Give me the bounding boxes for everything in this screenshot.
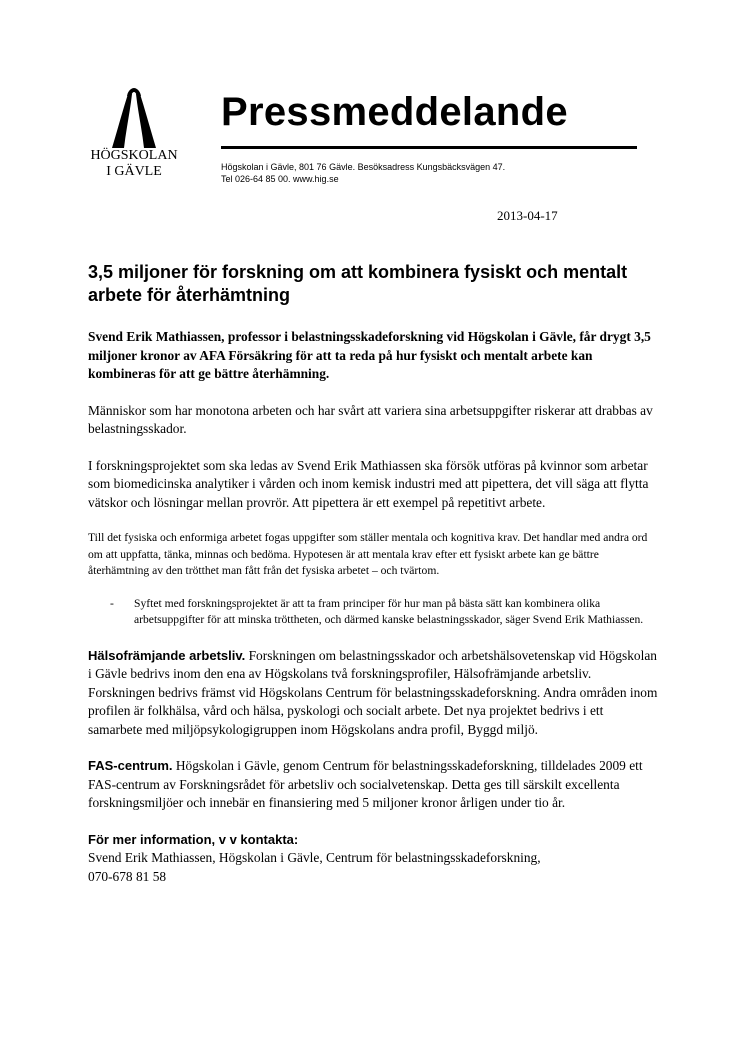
section-fas-lead: FAS-centrum. <box>88 758 173 773</box>
title-divider <box>221 146 637 149</box>
quote-list-item <box>88 596 660 629</box>
section-health-lead: Hälsofrämjande arbetsliv. <box>88 647 246 663</box>
paragraph-2: I forskningsprojektet som ska ledas av Svend Erik Mathiassen ska försök utföras på kvinnor som arbetar som biomedicinska analytiker i vården och inom kemisk industri med att pipettera, det vill säga att flytta vätskor och lösningar mellan provrör. Att pipettera är ett exempel på repetitivt arbete. <box>88 457 649 510</box>
section-health <box>88 647 660 740</box>
article-body <box>88 261 660 904</box>
logo-name-line2: I GÄVLE <box>106 164 162 179</box>
article-lead: Svend Erik Mathiassen, professor i belastningsskadeforskning vid Högskolan i Gävle, får drygt 3,5 miljoner kronor av AFA Försäkring för att ta reda på hur fysiskt och mentalt arbete kan kombineras för att ge bättre återhämning. <box>88 329 651 381</box>
university-logo <box>86 88 182 180</box>
section-fas <box>88 757 660 813</box>
contact-heading: För mer information, v v kontakta: <box>88 831 299 847</box>
paragraph-3: Till det fysiska och enformiga arbetet fogas uppgifter som ställer mentala och kognitiva krav. Det handlar med andra ord om att uppfatta, tänka, minnas och bedöma. Hypotesen är att mentala krav efter ett fysiskt arbete kan ge bättre återhämtning av den trötthet man fått från det fysiska arbetet – och tvärtom. <box>88 531 648 577</box>
address-line-1: Högskolan i Gävle, 801 76 Gävle. Besöksadress Kungsbäcksvägen 47. <box>221 162 506 172</box>
contact-line-1: Svend Erik Mathiassen, Högskolan i Gävle, Centrum för belastningsskadeforskning, <box>88 850 541 865</box>
contact-block <box>88 831 660 887</box>
article-headline: 3,5 miljoner för forskning om att kombinera fysiskt och mentalt arbete för återhämtning <box>88 262 628 305</box>
release-date: 2013-04-17 <box>497 208 558 223</box>
quote-text: Syftet med forskningsprojektet är att ta fram principer för hur man på bästa sätt kan kombinera olika arbetsuppgifter för att minska tröttheten, och därmed kanske belastningsskador, säger Svend Erik Mathiassen. <box>134 596 644 626</box>
section-fas-text: Högskolan i Gävle, genom Centrum för belastningsskadeforskning, tilldelades 2009 ett FAS-centrum av Forskningsrådet för arbetsliv och socialvetenskap. Detta ges till särskilt excellenta forskningsmiljöer och innebär en finansiering med 5 miljoner kronor årligen under tio år. <box>88 758 643 810</box>
page-title: Pressmeddelande <box>221 90 568 134</box>
section-health-text: Forskningen om belastningsskador och arbetshälsovetenskap vid Högskolan i Gävle bedrivs inom den ena av Högskolans två forskningsprofiler, Hälsofrämjande arbetsliv. Forskningen bedrivs främst vid Högskolans Centrum för belastningsskadeforskning. Andra områden inom profilen är folkhälsa, vård och hälsa, pyskologi och socialt arbete. Det nya projektet bedrivs i ett samarbete med miljöpsykologigruppen inom Högskolans andra profil, Byggd miljö. <box>88 647 658 737</box>
contact-phone: 070-678 81 58 <box>88 868 167 884</box>
logo-name-line1: HÖGSKOLAN <box>90 148 178 163</box>
logo-emblem-icon <box>108 88 160 148</box>
bullet-dash: - <box>110 596 114 610</box>
contact-address <box>221 161 505 185</box>
paragraph-1: Människor som har monotona arbeten och har svårt att variera sina arbetsuppgifter riskerar att drabbas av belastningsskador. <box>88 402 653 436</box>
address-line-2: Tel 026-64 85 00. www.hig.se <box>221 174 339 184</box>
